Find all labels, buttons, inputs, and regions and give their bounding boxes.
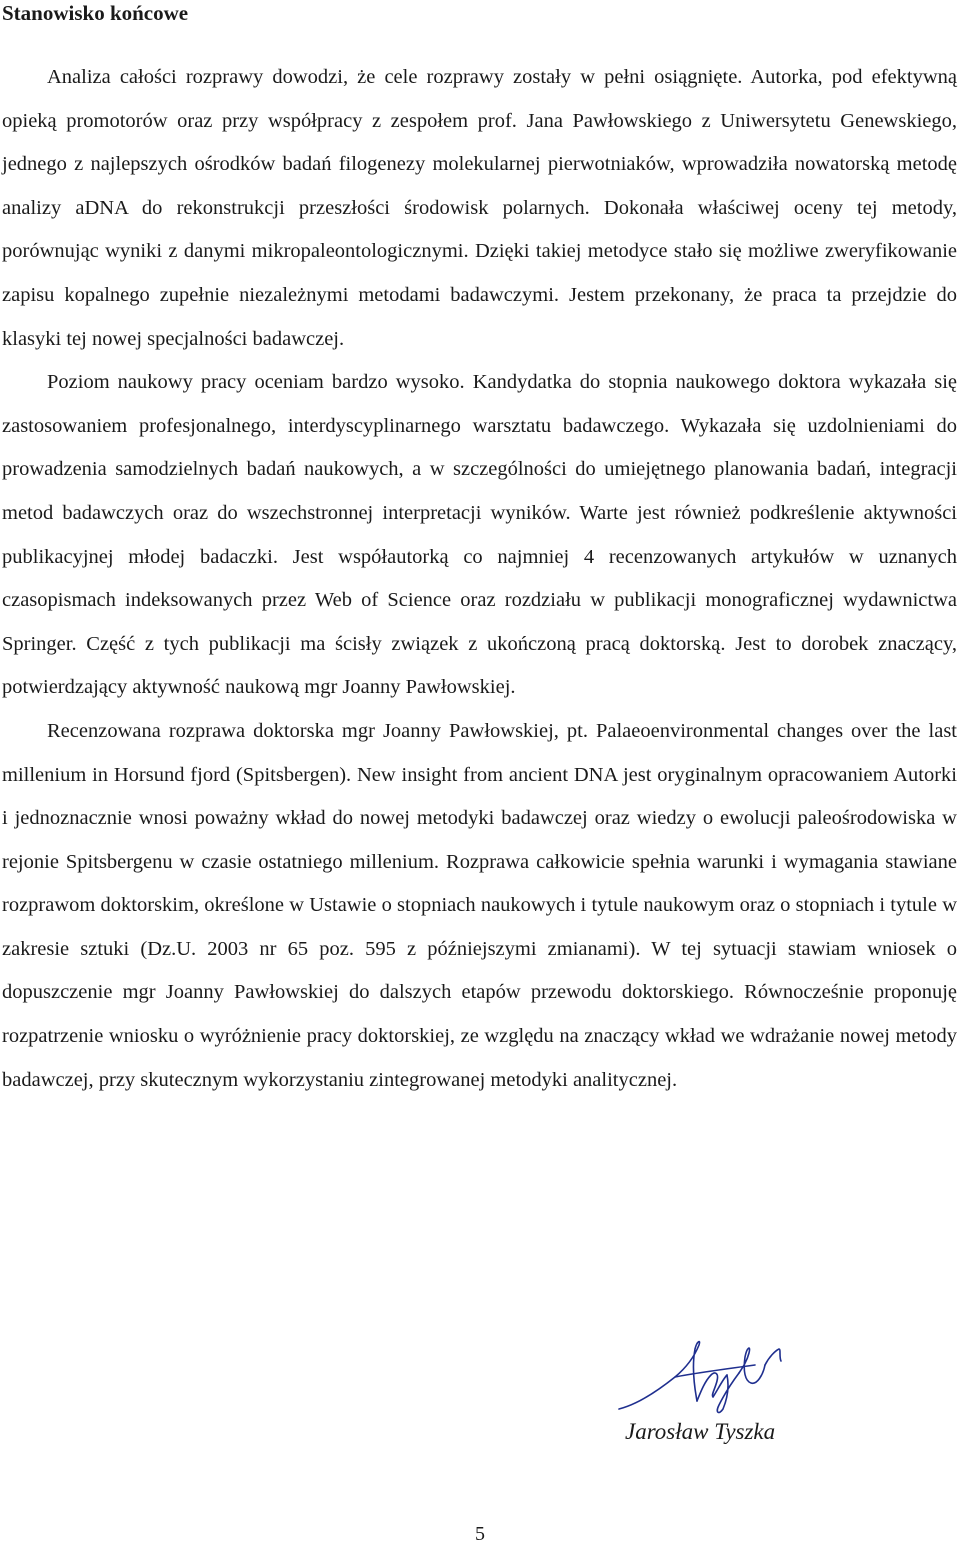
document-body — [2, 56, 957, 1102]
paragraph-3: Recenzowana rozprawa doktorska mgr Joanny Pawłowskiej, pt. Palaeoenvironmental changes over the last millenium in Horsund fjord (Spitsbergen). New insight from ancient DNA jest oryginalnym opracowaniem Autorki i jednoznacznie wnosi poważny wkład do nowej metodyki badawczej oraz wiedzy o ewolucji paleośrodowiska w rejonie Spitsbergenu w czasie ostatniego millenium. Rozprawa całkowicie spełnia warunki i wymagania stawiane rozprawom doktorskim, określone w Ustawie o stopniach naukowych i tytule naukowym oraz o stopniach i tytule w zakresie sztuki (Dz.U. 2003 nr 65 poz. 595 z późniejszymi zmianami). W tej sytuacji stawiam wniosek o dopuszczenie mgr Joanny Pawłowskiej do dalszych etapów przewodu doktorskiego. Równocześnie proponuję rozpatrzenie wniosku o wyróżnienie pracy doktorskiej, ze względu na znaczący wkład we wdrażanie nowej metody badawczej, przy skutecznym wykorzystaniu zintegrowanej metodyki analitycznej. — [2, 719, 957, 1091]
section-heading: Stanowisko końcowe — [2, 1, 189, 25]
signer-name: Jarosław Tyszka — [625, 1419, 776, 1444]
paragraph-1: Analiza całości rozprawy dowodzi, że cele rozprawy zostały w pełni osiągnięte. Autorka, pod efektywną opieką promotorów oraz przy współpracy z zespołem prof. Jana Pawłowskiego z Uniwersytetu Genewskiego, jednego z najlepszych ośrodków badań filogenezy molekularnej pierwotniaków, wprowadziła nowatorską metodę analizy aDNA do rekonstrukcji przeszłości środowisk polarnych. Dokonała właściwej oceny tej metody, porównując wyniki z danymi mikropaleontologicznymi. Dzięki takiej metodyce stało się możliwe zweryfikowanie zapisu kopalnego zupełnie niezależnymi metodami badawczymi. Jestem przekonany, że praca ta przejdzie do klasyki tej nowej specjalności badawczej. — [2, 66, 957, 350]
page-number: 5 — [475, 1523, 485, 1545]
paragraph-2: Poziom naukowy pracy oceniam bardzo wysoko. Kandydatka do stopnia naukowego doktora wykazała się zastosowaniem profesjonalnego, interdyscyplinarnego warsztatu badawczego. Wykazała się uzdolnieniami do prowadzenia samodzielnych badań naukowych, a w szczególności do umiejętnego planowania badań, integracji metod badawczych oraz do wszechstronnej interpretacji wyników. Warte jest również podkreślenie aktywności publikacyjnej młodej badaczki. Jest współautorką co najmniej 4 recenzowanych artykułów w uznanych czasopismach indeksowanych przez Web of Science oraz rozdziału w publikacji monograficznej wydawnictwa Springer. Część z tych publikacji ma ścisły związek z ukończoną pracą doktorską. Jest to dorobek znaczący, potwierdzający aktywność naukową mgr Joanny Pawłowskiej. — [2, 371, 957, 699]
handwritten-signature — [615, 1335, 815, 1415]
